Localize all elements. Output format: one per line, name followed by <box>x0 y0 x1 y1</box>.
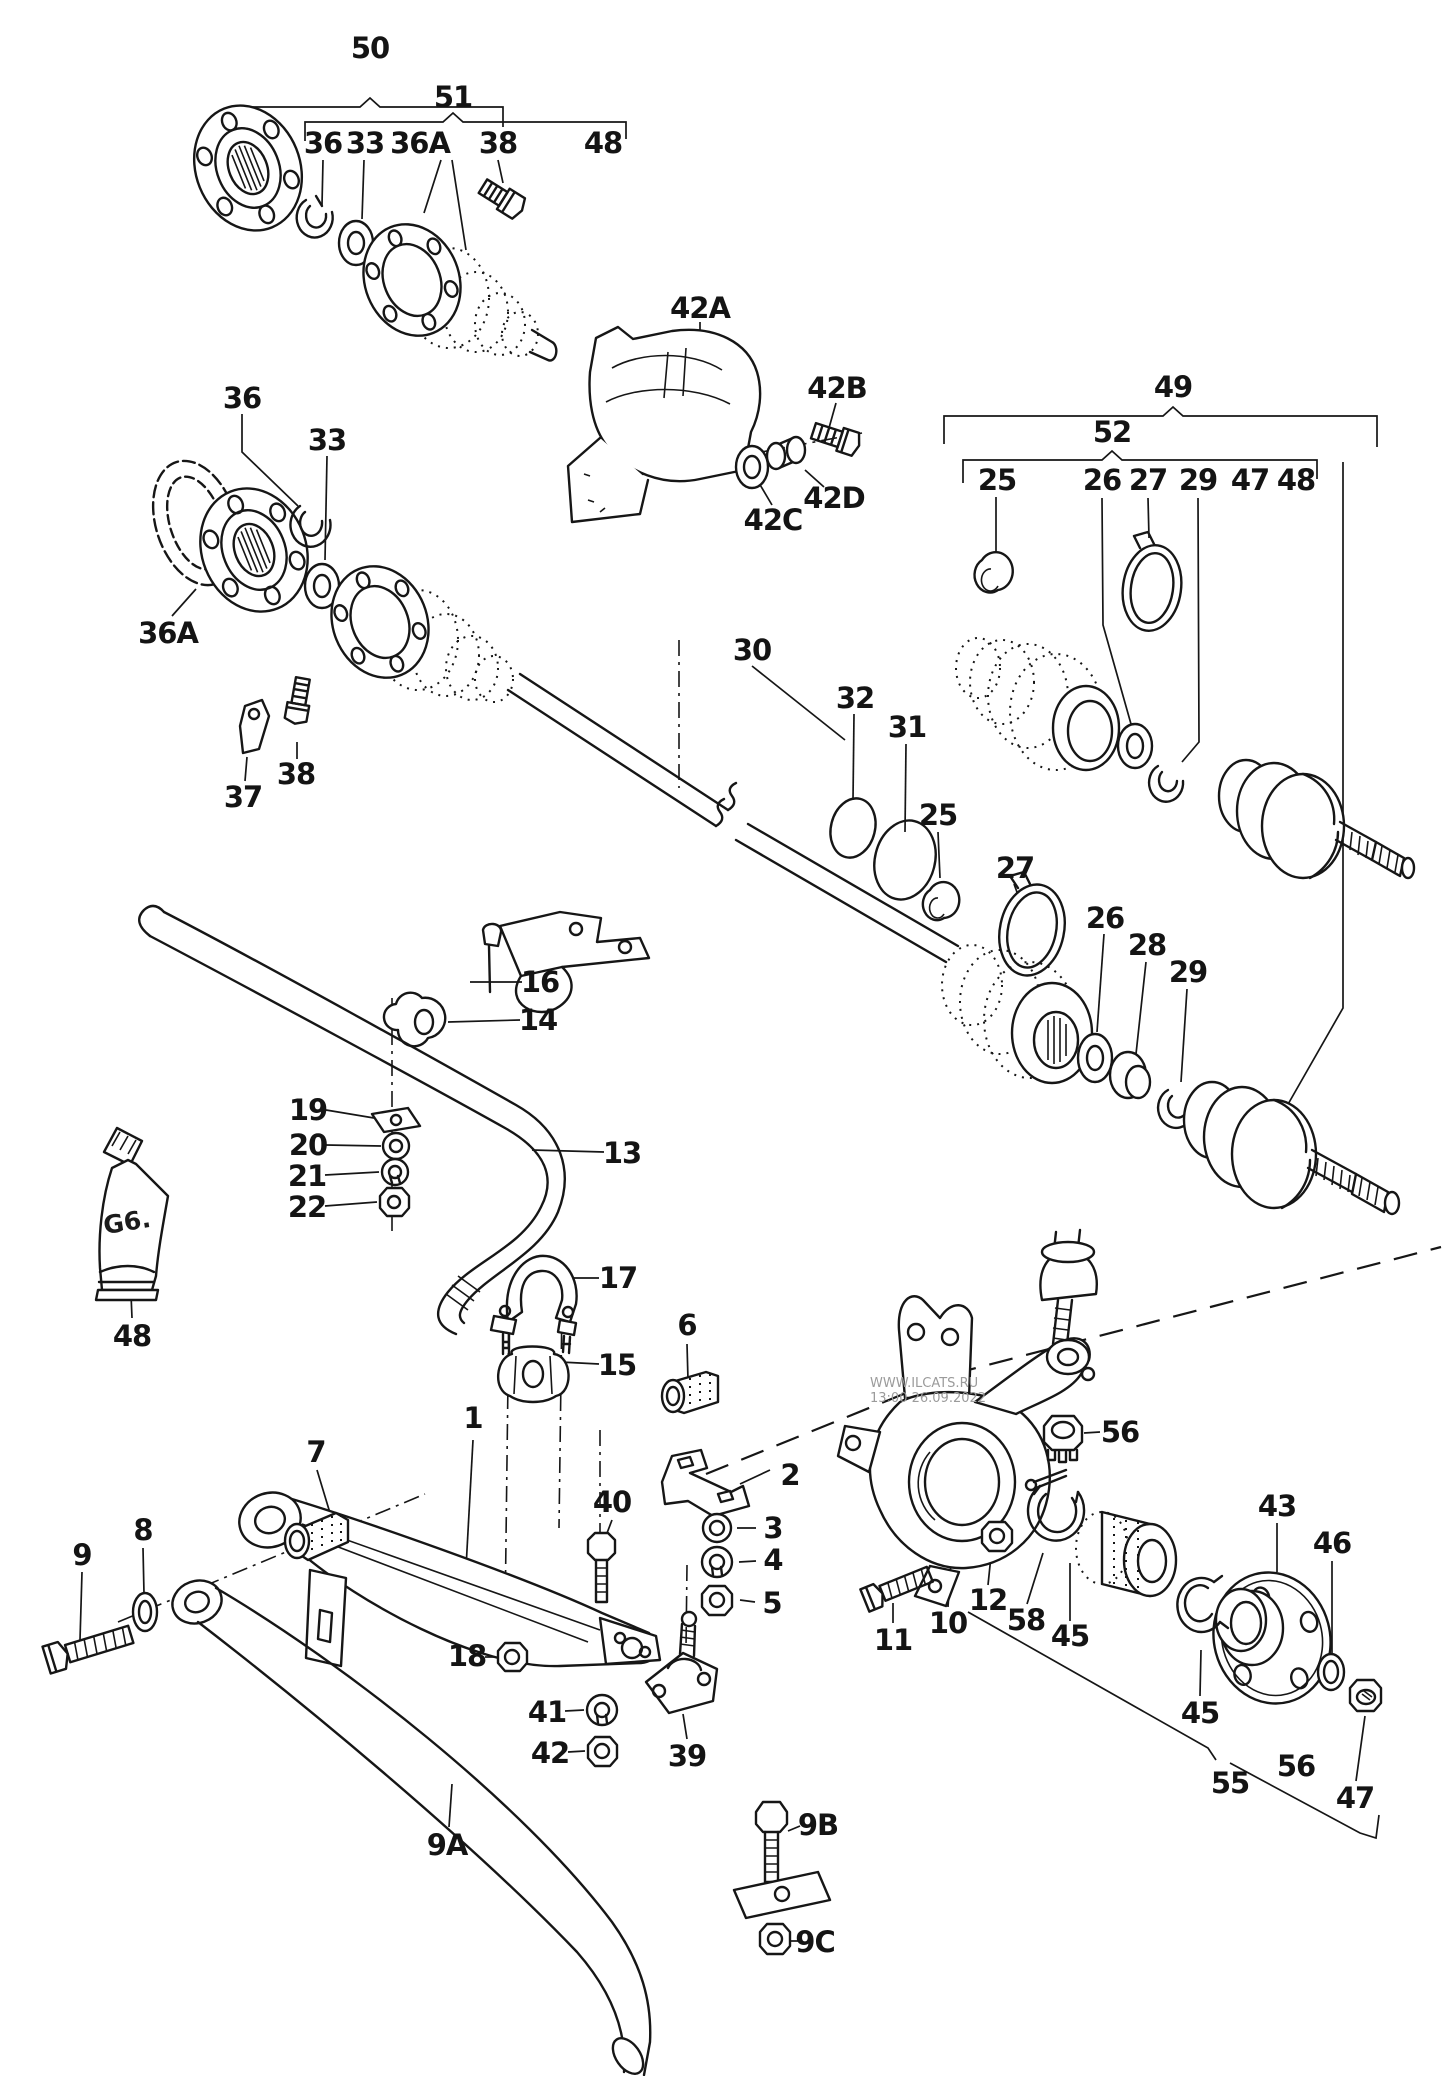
callout-26-kit: 26 <box>1082 463 1122 497</box>
callout-27-kit: 27 <box>1128 463 1168 497</box>
callout-10: 10 <box>928 1606 968 1640</box>
callout-38-top: 38 <box>478 126 518 160</box>
callout-55: 55 <box>1210 1766 1250 1800</box>
callout-18: 18 <box>447 1639 487 1673</box>
callout-16: 16 <box>520 965 560 999</box>
callout-14: 14 <box>518 1003 558 1037</box>
callout-45-hub: 45 <box>1180 1696 1220 1730</box>
washer-4 <box>702 1547 732 1577</box>
ball-joint-39 <box>646 1612 717 1713</box>
washer-8 <box>133 1593 157 1631</box>
nut-47 <box>1350 1680 1381 1711</box>
callout-52: 52 <box>1092 415 1132 449</box>
nut-12 <box>982 1522 1012 1551</box>
anti-roll-bar-13 <box>139 906 565 1334</box>
boot-kit <box>956 638 1119 770</box>
bolt-38-left <box>284 677 314 726</box>
callout-9c: 9C <box>795 1925 835 1959</box>
clamp-27-kit <box>1117 532 1186 635</box>
callout-45-bearing: 45 <box>1050 1619 1090 1653</box>
o-ring-46 <box>1318 1654 1344 1690</box>
callout-42b: 42B <box>807 371 867 405</box>
callout-9b: 9B <box>797 1808 839 1842</box>
bushing-14 <box>384 993 445 1047</box>
flange-disc-left <box>182 472 326 628</box>
callout-41: 41 <box>527 1695 567 1729</box>
watermark-site: WWW.ILCATS.RU <box>870 1376 979 1391</box>
callout-58: 58 <box>1006 1603 1046 1637</box>
callout-42c: 42C <box>743 503 803 537</box>
bolt-40 <box>588 1533 615 1602</box>
callout-47-hub: 47 <box>1335 1781 1375 1815</box>
callout-43: 43 <box>1257 1489 1297 1523</box>
callout-29-shaft: 29 <box>1168 955 1208 989</box>
outer-joint-lower <box>1184 1082 1399 1214</box>
callout-31: 31 <box>887 710 927 744</box>
callout-19: 19 <box>288 1093 328 1127</box>
clamp-27-shaft <box>991 872 1073 982</box>
callout-1: 1 <box>463 1401 483 1435</box>
callout-42-nut: 42 <box>530 1736 570 1770</box>
callout-48-kit: 48 <box>1276 463 1316 497</box>
callout-9a: 9A <box>426 1828 468 1862</box>
lock-washer-21 <box>382 1159 408 1185</box>
callout-36-left: 36 <box>222 381 262 415</box>
callout-28: 28 <box>1127 928 1167 962</box>
callout-32: 32 <box>835 681 875 715</box>
callout-17: 17 <box>598 1261 638 1295</box>
callout-50: 50 <box>350 31 390 65</box>
callout-48-grease: 48 <box>112 1319 152 1353</box>
callout-25-shaft: 25 <box>918 798 958 832</box>
callout-48-top: 48 <box>583 126 623 160</box>
callout-29-kit: 29 <box>1178 463 1218 497</box>
plate-19 <box>372 1108 420 1132</box>
lock-ring-top <box>297 196 333 238</box>
callout-27-shaft: 27 <box>995 851 1035 885</box>
seal-28 <box>1110 1052 1150 1098</box>
callout-56-knuckle: 56 <box>1100 1415 1140 1449</box>
callout-39: 39 <box>667 1739 707 1773</box>
callout-51: 51 <box>433 80 473 114</box>
bracket-16 <box>483 912 649 1012</box>
watermark <box>870 1376 986 1406</box>
washer-20 <box>383 1133 409 1159</box>
callout-46: 46 <box>1312 1526 1352 1560</box>
callout-15: 15 <box>597 1348 637 1382</box>
cv-flange-left <box>315 552 513 702</box>
grease-tube-brand-text: G6. <box>101 1203 153 1241</box>
callout-26-shaft: 26 <box>1085 901 1125 935</box>
callout-36a-left: 36A <box>138 616 198 650</box>
clamp-25-kit <box>975 552 1013 592</box>
callout-12: 12 <box>968 1583 1008 1617</box>
washer-26-shaft <box>1078 1034 1112 1082</box>
nut-22 <box>380 1188 409 1216</box>
callout-33-left: 33 <box>307 423 347 457</box>
nut-5 <box>702 1586 732 1615</box>
bolt-9b <box>756 1802 787 1882</box>
callout-20: 20 <box>288 1128 328 1162</box>
callout-3: 3 <box>763 1511 783 1545</box>
callout-37: 37 <box>223 780 263 814</box>
callout-30: 30 <box>732 633 772 667</box>
heat-shield-42a <box>568 327 760 522</box>
ring-32 <box>824 794 881 863</box>
nut-42 <box>588 1737 617 1766</box>
callout-36a-top: 36A <box>390 126 450 160</box>
washer-42c <box>736 446 768 488</box>
circlip-29-kit <box>1149 766 1183 802</box>
bushing-15 <box>498 1347 568 1403</box>
bracket-2 <box>662 1450 749 1516</box>
wheel-bearing-45 <box>1076 1512 1176 1596</box>
callout-49: 49 <box>1153 370 1193 404</box>
callout-47-kit: 47 <box>1230 463 1270 497</box>
hub-43 <box>1199 1559 1345 1717</box>
callout-21: 21 <box>287 1159 327 1193</box>
nut-9c <box>760 1924 790 1954</box>
callout-8: 8 <box>133 1513 153 1547</box>
callout-22: 22 <box>287 1190 327 1224</box>
callout-5: 5 <box>762 1586 782 1620</box>
callout-42a: 42A <box>670 291 730 325</box>
washer-41 <box>587 1695 617 1725</box>
bracket-9b <box>734 1872 830 1918</box>
outer-joint-kit <box>1219 760 1414 878</box>
callout-4: 4 <box>763 1543 783 1577</box>
callout-25-kit: 25 <box>977 463 1017 497</box>
callout-42d: 42D <box>803 481 865 515</box>
plate-37 <box>240 700 269 753</box>
callout-56-hub: 56 <box>1276 1749 1316 1783</box>
sleeve-6 <box>662 1372 718 1413</box>
bolt-9 <box>43 1621 135 1674</box>
tie-rod-end <box>1040 1230 1096 1344</box>
ring-26-kit <box>1118 724 1152 768</box>
callout-11: 11 <box>873 1623 913 1657</box>
washer-3 <box>703 1514 731 1542</box>
callout-36-top: 36 <box>303 126 343 160</box>
callout-38-left: 38 <box>276 757 316 791</box>
spacer-42d <box>767 437 805 469</box>
callout-2: 2 <box>780 1458 800 1492</box>
castle-nut-56 <box>1044 1416 1082 1462</box>
callout-40: 40 <box>592 1485 632 1519</box>
callout-6: 6 <box>677 1308 697 1342</box>
clamp-25-shaft <box>923 882 959 920</box>
callout-7: 7 <box>306 1435 326 1469</box>
callout-33-top: 33 <box>345 126 385 160</box>
callout-13: 13 <box>602 1136 642 1170</box>
nut-18 <box>498 1643 527 1671</box>
watermark-timestamp: 13:00 26.09.2022 <box>870 1391 987 1406</box>
callout-9: 9 <box>72 1538 92 1572</box>
cv-flange-36a-top <box>347 210 556 361</box>
arm-strap <box>306 1570 346 1666</box>
